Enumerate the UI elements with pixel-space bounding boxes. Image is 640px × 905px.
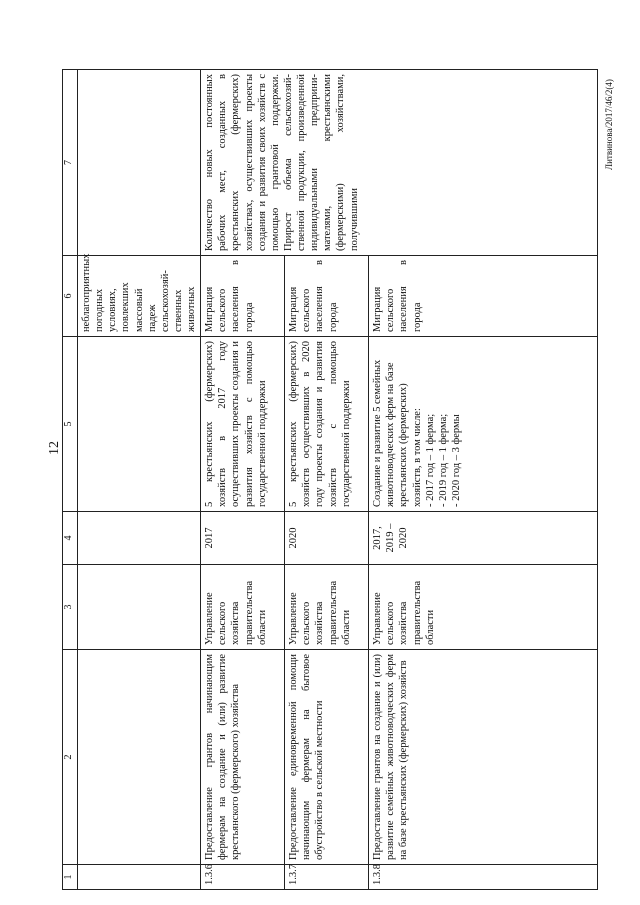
term-cell: 2017 (201, 512, 285, 565)
carryover-risk-cell: неблагоприятных погодных условиях, повлекших массовый падеж сельскохозяй-ственных животных (78, 256, 201, 337)
table-row (201, 70, 285, 890)
document-footer: Литвинова/2017/46/2(4) (604, 79, 614, 170)
executor-cell: Управление сельского хозяйства правительства области (369, 565, 598, 650)
carryover-row (78, 70, 201, 890)
term-cell: 2017, 2019 – 2020 (369, 512, 598, 565)
column-header-3: 3 (63, 565, 78, 650)
row-number: 1.3.6 (201, 865, 285, 890)
column-header-1: 1 (63, 865, 78, 890)
risk-cell: Миграция сельского населения в города (201, 256, 285, 337)
page-number: 12 (47, 441, 62, 455)
indicator-cell: Количество новых постоянных рабочих мест, созданных в крестьянских (фермерских) хозяйствах, осуществивших проекты создания и развития своих хозяйств с помощью грантовой поддержки. Прирост объема сельскохозяй-ственной продукции, произведенной индивидуальными предприни-мателями, крестьянскими (фермерскими) хозяйствами, получившими (201, 70, 598, 256)
measure-cell: Предоставление грантов начинающим фермерам на создание и (или) развитие крестьянского (фермерского) хозяйства (201, 650, 285, 865)
column-header-7: 7 (63, 70, 78, 256)
column-header-2: 2 (63, 650, 78, 865)
result-cell: 5 крестьянских (фермерских) хозяйств осуществивших в 2020 году проекты создания и развития хозяйств с помощью государственной поддержки (285, 337, 369, 512)
measure-cell: Предоставление единовременной помощи начинающим фермерам на бытовое обустройство в сельской местности (285, 650, 369, 865)
result-cell: Создание и развитие 5 семейных животноводческих ферм на базе крестьянских (фермерских) хозяйств, в том числе: - 2017 год – 1 ферма; - 2019 год – 1 ферма; - 2020 год – 3 фермы (369, 337, 598, 512)
header-row (63, 70, 78, 890)
risk-cell: Миграция сельского населения в города (285, 256, 369, 337)
measure-cell: Предоставление грантов на создание и (или) развитие семейных животноводческих ферм на базе крестьянских (фермерских) хозяйств (369, 650, 598, 865)
result-cell: 5 крестьянских (фермерских) хозяйств в 2017 году осуществивших проекты создания и развития хозяйств с помощью государственной поддержки (201, 337, 285, 512)
executor-cell: Управление сельского хозяйства правительства области (285, 565, 369, 650)
row-number: 1.3.7 (285, 865, 369, 890)
column-header-4: 4 (63, 512, 78, 565)
term-cell: 2020 (285, 512, 369, 565)
executor-cell: Управление сельского хозяйства правительства области (201, 565, 285, 650)
rotated-table-container (62, 70, 598, 890)
measures-table (62, 69, 598, 890)
row-number: 1.3.8 (369, 865, 598, 890)
carryover-indicator-cell (78, 70, 201, 256)
column-header-5: 5 (63, 337, 78, 512)
column-header-6: 6 (63, 256, 78, 337)
risk-cell: Миграция сельского населения в города (369, 256, 598, 337)
